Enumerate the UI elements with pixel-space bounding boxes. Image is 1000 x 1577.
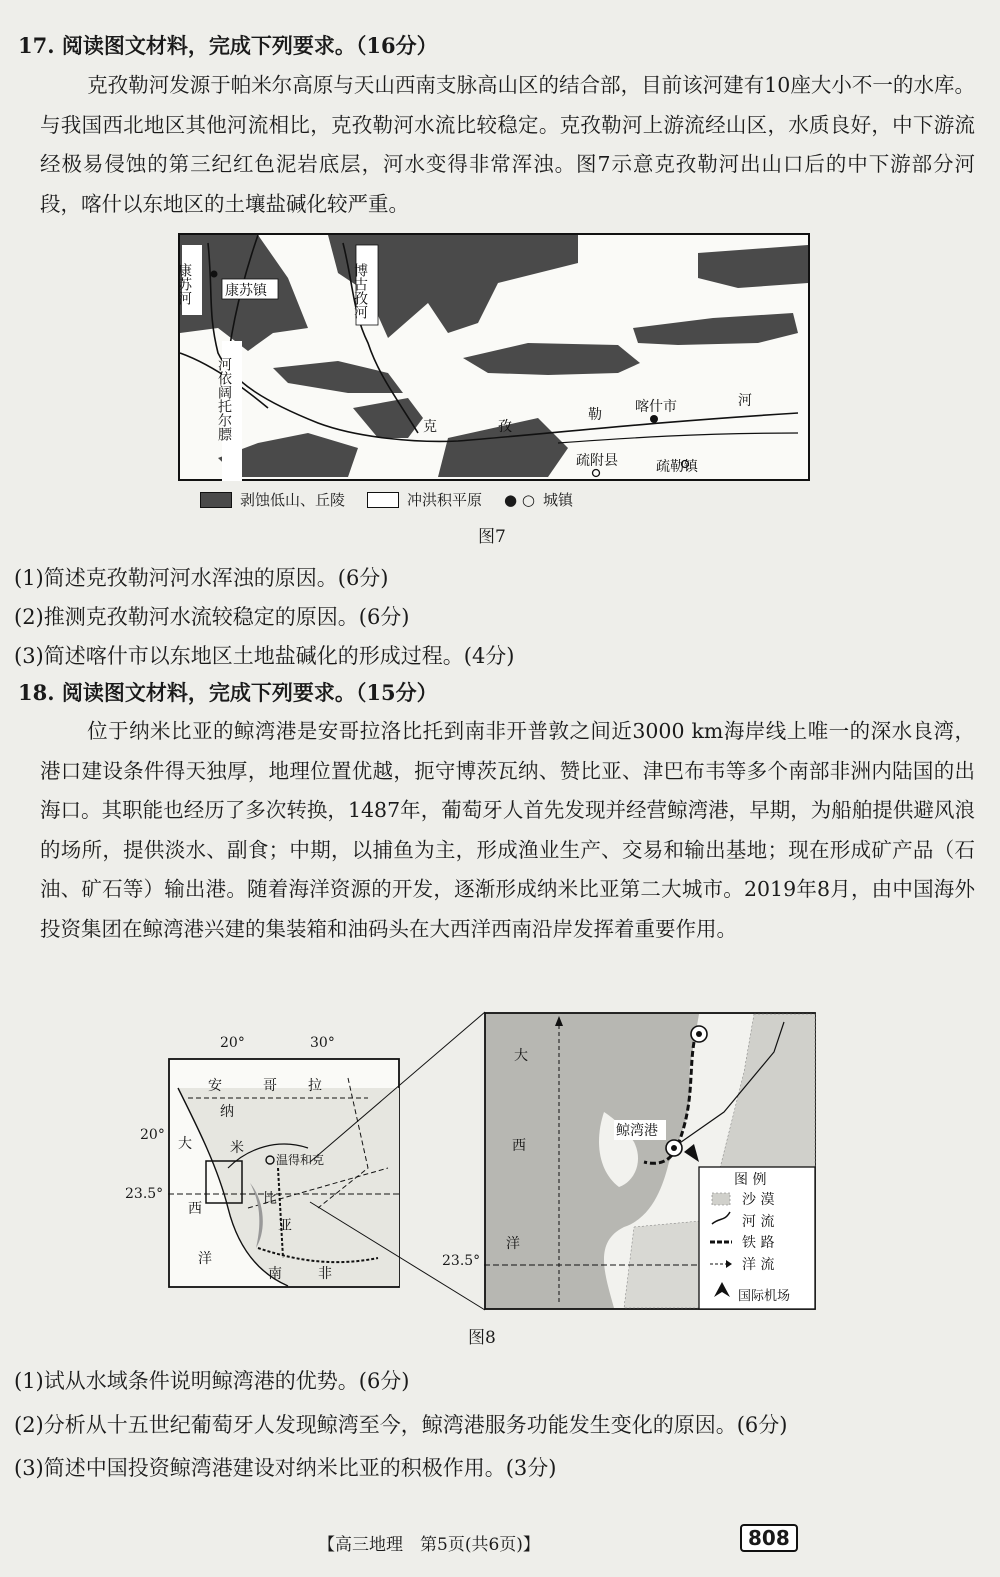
q17-question-1: (1)简述克孜勒河河水浑浊的原因。(6分)	[14, 566, 389, 590]
q18-heading: 18. 阅读图文材料，完成下列要求。（15分）	[18, 680, 438, 705]
q17-question-2: (2)推测克孜勒河水流较稳定的原因。(6分)	[14, 605, 410, 629]
figure8-inset-map	[484, 1012, 816, 1310]
legend-town: 城镇	[542, 491, 573, 509]
label-kangsu-river: 康苏河	[176, 263, 192, 305]
legend8-river: 河 流	[742, 1214, 775, 1230]
q18-question-2: (2)分析从十五世纪葡萄牙人发现鲸湾至今，鲸湾港服务功能发生变化的原因。(6分)	[14, 1413, 788, 1437]
map-left-la: 拉	[308, 1078, 322, 1094]
map-left-bi: 比	[263, 1191, 277, 1207]
q17-heading: 17. 阅读图文材料，完成下列要求。（16分）	[18, 33, 438, 58]
map-left-yang: 洋	[198, 1251, 212, 1267]
label-kizil-ke: 克	[423, 419, 437, 435]
legend-plain-swatch	[367, 492, 399, 508]
q17-question-3: (3)简述喀什市以东地区土地盐碱化的形成过程。(4分)	[14, 644, 515, 668]
figure7-map	[178, 233, 810, 481]
legend-hills: 剥蚀低山、丘陵	[240, 491, 346, 509]
legend8-current: 洋 流	[742, 1257, 775, 1273]
label-kangsu-town: 康苏镇	[225, 283, 267, 299]
map-left-lon20: 20°	[220, 1035, 245, 1051]
map-left-ya: 亚	[278, 1218, 292, 1234]
map-left-windhoek: 温得和克	[276, 1153, 325, 1167]
figure7-legend	[200, 489, 573, 510]
map-right-lat235: 23.5°	[442, 1253, 481, 1269]
q18-question-1: (1)试从水域条件说明鲸湾港的优势。(6分)	[14, 1369, 410, 1393]
map-right-da: 大	[514, 1048, 528, 1064]
q18-passage: 位于纳米比亚的鲸湾港是安哥拉洛比托到南非开普敦之间近3000 km海岸线上唯一的深水良湾，港口建设条件得天独厚，地理位置优越，扼守博茨瓦纳、赞比亚、津巴布韦等多个南部非洲内陆国的出海口。其职能也经历了多次转换，1487年，葡萄牙人首先发现并经营鲸湾港，早期，为船舶提供避风浪的场所，提供淡水、副食；中期，以捕鱼为主，形成渔业生产、交易和输出基地；现在形成矿产品（石油、矿石等）输出港。随着海洋资源的开发，逐渐形成纳米比亚第二大城市。2019年8月，由中国海外投资集团在鲸湾港兴建的集装箱和油码头在大西洋西南沿岸发挥着重要作用。	[40, 719, 975, 941]
map-left-fei: 非	[318, 1266, 332, 1282]
map-left-mi: 米	[230, 1140, 244, 1156]
label-heyi: 河依阔托尔膘	[216, 357, 232, 441]
map-left-lat20: 20°	[140, 1127, 165, 1143]
figure8-caption: 图8	[468, 1328, 496, 1348]
legend-town-icon: ● ○	[504, 490, 535, 509]
q18-question-3: (3)简述中国投资鲸湾港建设对纳米比亚的积极作用。(3分)	[14, 1456, 557, 1480]
figure7-caption: 图7	[478, 527, 506, 547]
label-shule: 疏勒镇	[656, 459, 698, 475]
label-bogu-river: 博古孜河	[352, 263, 368, 319]
label-kashgar: 喀什市	[635, 399, 677, 415]
q17-passage: 克孜勒河发源于帕米尔高原与天山西南支脉高山区的结合部，目前该河建有10座大小不一的水库。与我国西北地区其他河流相比，克孜勒河水流比较稳定。克孜勒河上游流经山区，水质良好，中下游流经极易侵蚀的第三纪红色泥岩底层，河水变得非常浑浊。图7示意克孜勒河出山口后的中下游部分河段，喀什以东地区的土壤盐碱化较严重。	[40, 73, 975, 216]
legend-hills-swatch	[200, 492, 232, 508]
label-kizil-zi: 孜	[498, 419, 512, 435]
legend8-desert: 沙 漠	[742, 1192, 775, 1208]
legend8-title: 图 例	[734, 1172, 767, 1188]
label-kizil-he: 河	[738, 393, 752, 409]
footer-text: 【高三地理 第5页(共6页)】	[318, 1535, 540, 1555]
map-left-xi: 西	[188, 1201, 202, 1217]
map-left-lat235: 23.5°	[125, 1186, 164, 1202]
map-right-xi: 西	[512, 1138, 526, 1154]
legend-plain: 冲洪积平原	[407, 491, 483, 509]
map-left-lon30: 30°	[310, 1035, 335, 1051]
legend8-railway: 铁 路	[742, 1235, 775, 1251]
map-right-yang: 洋	[506, 1236, 520, 1252]
map-left-ge: 哥	[263, 1078, 277, 1094]
map-left-an: 安	[208, 1078, 222, 1094]
page-code-badge: 808	[740, 1524, 798, 1552]
label-kizil-le: 勒	[588, 407, 602, 423]
map-left-na: 纳	[220, 1104, 234, 1120]
legend8-airport: 国际机场	[738, 1289, 791, 1304]
map-left-da: 大	[178, 1136, 192, 1152]
map-right-walvis: 鲸湾港	[616, 1123, 658, 1139]
label-shufu: 疏附县	[576, 453, 618, 469]
map-left-nan: 南	[268, 1266, 282, 1282]
